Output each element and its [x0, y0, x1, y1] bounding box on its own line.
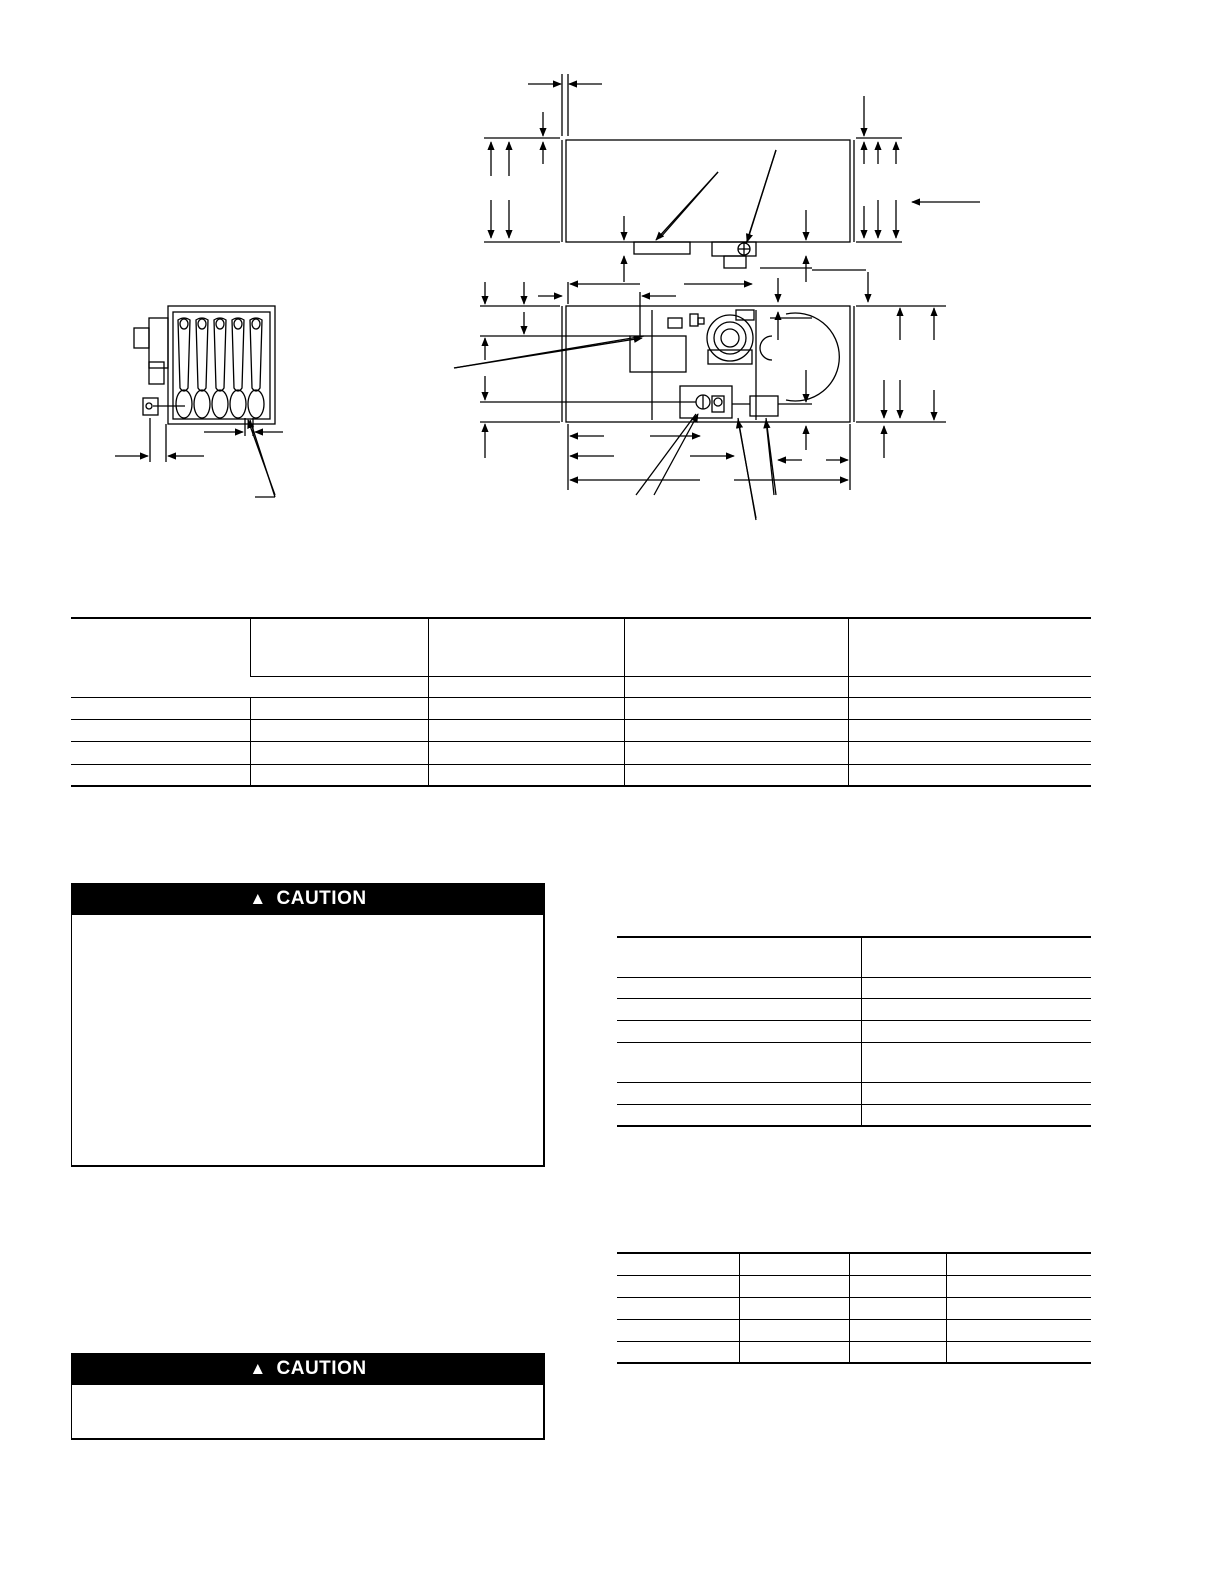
- table-header-cell: [848, 618, 1091, 676]
- top-view-dimension-arrows: [491, 84, 980, 282]
- table-row: [617, 977, 1091, 998]
- table-header-cell: [71, 618, 250, 697]
- table-row: [617, 1042, 1091, 1082]
- table-header-row: [71, 618, 1091, 676]
- right-table-1: [617, 936, 1091, 1127]
- table-header-cell: [848, 676, 1091, 697]
- table-row: [617, 1341, 1091, 1363]
- table-row: [617, 1275, 1091, 1297]
- table-header-cell: [624, 676, 848, 697]
- side-view-drawing: [134, 306, 275, 497]
- warning-triangle-icon: ▲: [249, 1359, 267, 1378]
- table-row: [617, 1082, 1091, 1104]
- table-row: [617, 1020, 1091, 1042]
- table-header-row: [617, 1253, 1091, 1275]
- caution-header: [71, 883, 545, 915]
- table-row: [71, 764, 1091, 786]
- table-row: [617, 998, 1091, 1020]
- table-row: [617, 1104, 1091, 1126]
- table-row: [617, 1297, 1091, 1319]
- table-row: [71, 719, 1091, 741]
- table-header-cell: [250, 676, 428, 697]
- warning-triangle-icon: ▲: [249, 889, 267, 908]
- top-view-drawing: [484, 74, 902, 270]
- side-view-dimension-arrows: [115, 420, 283, 495]
- front-view-drawing: [454, 282, 946, 520]
- right-table-2: [617, 1252, 1091, 1364]
- caution-header: [71, 1353, 545, 1385]
- table-header-cell: [428, 676, 624, 697]
- caution-title: CAUTION: [276, 1358, 367, 1379]
- caution-title: CAUTION: [276, 888, 367, 909]
- caution-box-1: [71, 883, 545, 1167]
- table-header-cell: [250, 618, 428, 676]
- caution-box-2: [71, 1353, 545, 1440]
- table-row: [617, 1319, 1091, 1341]
- dimensions-table: [71, 617, 1091, 787]
- table-header-cell: [624, 618, 848, 676]
- table-row: [71, 697, 1091, 719]
- front-view-dimension-arrows: [454, 272, 934, 518]
- furnace-dimension-drawing: [0, 0, 1224, 560]
- table-header-row: [617, 937, 1091, 977]
- table-header-cell: [428, 618, 624, 676]
- burner-tubes: [176, 318, 264, 418]
- table-row: [71, 741, 1091, 764]
